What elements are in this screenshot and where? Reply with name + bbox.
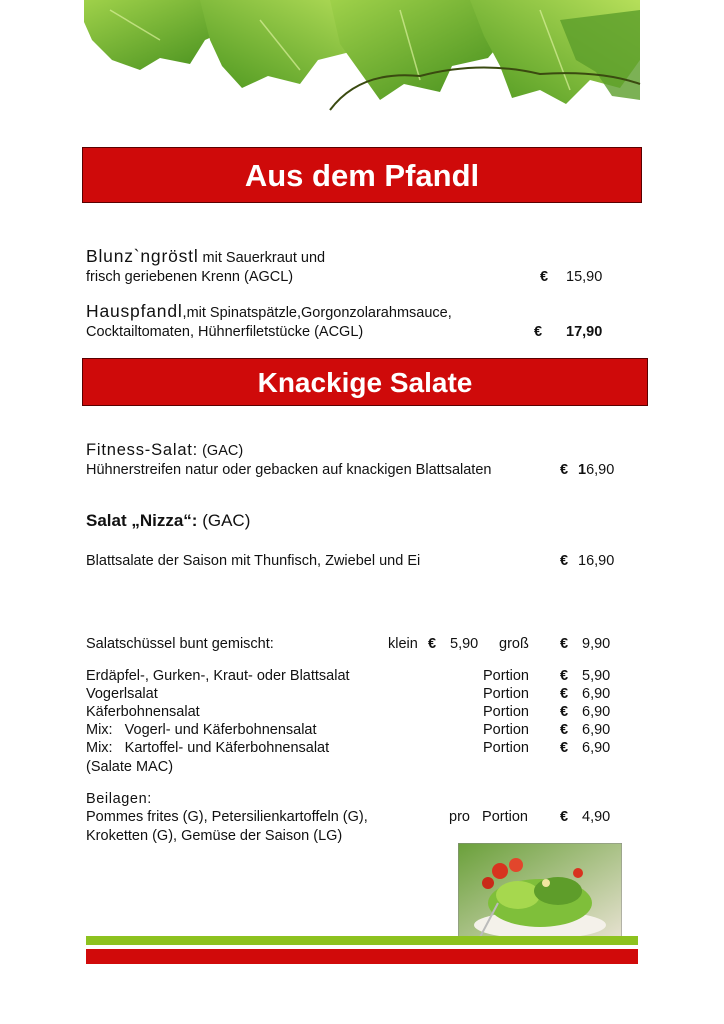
currency-symbol: €: [534, 324, 543, 340]
dish-desc: Blattsalate der Saison mit Thunfisch, Zwiebel und Ei: [86, 553, 421, 569]
currency-symbol: €: [560, 668, 569, 684]
section-banner-pfandl: Aus dem Pfandl: [82, 147, 642, 203]
size-small-label: klein: [388, 636, 418, 652]
dish-allergens: (GAC): [197, 511, 251, 530]
dish-desc-line2: Cocktailtomaten, Hühnerfiletstücke (ACGL): [86, 324, 364, 340]
price: 9,90: [582, 636, 611, 652]
footer-stripe-green: [86, 936, 638, 945]
dish-desc: mit Sauerkraut und: [198, 250, 326, 266]
price: 6,90: [582, 704, 611, 720]
dish-name: Fitness-Salat:: [86, 441, 199, 459]
portions-note: (Salate MAC): [86, 759, 174, 775]
footer-stripe-red: [86, 949, 638, 964]
price: 5,90: [450, 636, 479, 652]
price-rest: 6,90: [586, 462, 615, 478]
currency-symbol: €: [560, 740, 569, 756]
price: 6,90: [582, 686, 611, 702]
menu-item-name: [86, 441, 243, 460]
list-item: Mix: Kartoffel- und Käferbohnensalat: [86, 740, 330, 756]
list-item: Erdäpfel-, Gurken-, Kraut- oder Blattsalat: [86, 668, 350, 684]
portion-unit: Portion: [483, 704, 529, 720]
menu-item-name: [86, 247, 325, 267]
dish-desc: Hühnerstreifen natur oder gebacken auf knackigen Blattsalaten: [86, 462, 492, 478]
portion-unit: pro Portion: [449, 809, 528, 825]
dish-desc-line2: frisch geriebenen Krenn (AGCL): [86, 269, 294, 285]
dish-allergens: (GAC): [198, 443, 244, 459]
list-item: Käferbohnensalat: [86, 704, 200, 720]
beilagen-line: Kroketten (G), Gemüse der Saison (LG): [86, 828, 343, 844]
schuessel-label: Salatschüssel bunt gemischt:: [86, 636, 274, 652]
dish-name: Hauspfandl: [86, 301, 183, 321]
list-item: Mix: Vogerl- und Käferbohnensalat: [86, 722, 317, 738]
currency-symbol: €: [560, 704, 569, 720]
currency-symbol: €: [560, 462, 569, 478]
beilagen-title: Beilagen:: [86, 791, 152, 807]
price: 17,90: [566, 324, 603, 340]
portion-unit: Portion: [483, 686, 529, 702]
price: 15,90: [566, 269, 603, 285]
salad-photo: [458, 843, 622, 941]
menu-item-name: [86, 302, 452, 322]
beilagen-line: Pommes frites (G), Petersilienkartoffeln (G),: [86, 809, 368, 825]
price: 4,90: [582, 809, 611, 825]
currency-symbol: €: [540, 269, 549, 285]
currency-symbol: €: [560, 636, 569, 652]
currency-symbol: €: [560, 722, 569, 738]
price: 16,90: [578, 553, 615, 569]
price-digit: 1: [578, 462, 587, 478]
portion-unit: Portion: [483, 668, 529, 684]
grape-leaves-image: [0, 0, 724, 115]
currency-symbol: €: [560, 686, 569, 702]
currency-symbol: €: [560, 553, 569, 569]
dish-desc: ,mit Spinatspätzle,Gorgonzolarahmsauce,: [182, 305, 452, 321]
price: 6,90: [582, 740, 611, 756]
currency-symbol: €: [428, 636, 437, 652]
dish-name: Salat „Nizza“:: [86, 511, 198, 530]
price: 5,90: [582, 668, 611, 684]
size-large-label: groß: [499, 636, 529, 652]
currency-symbol: €: [560, 809, 569, 825]
portion-unit: Portion: [483, 722, 529, 738]
list-item: Vogerlsalat: [86, 686, 158, 702]
section-banner-salate: Knackige Salate: [82, 358, 648, 406]
menu-item-name: [86, 512, 250, 530]
dish-name: Blunz`ngröstl: [86, 246, 199, 266]
price: [578, 461, 614, 479]
price: 6,90: [582, 722, 611, 738]
portion-unit: Portion: [483, 740, 529, 756]
